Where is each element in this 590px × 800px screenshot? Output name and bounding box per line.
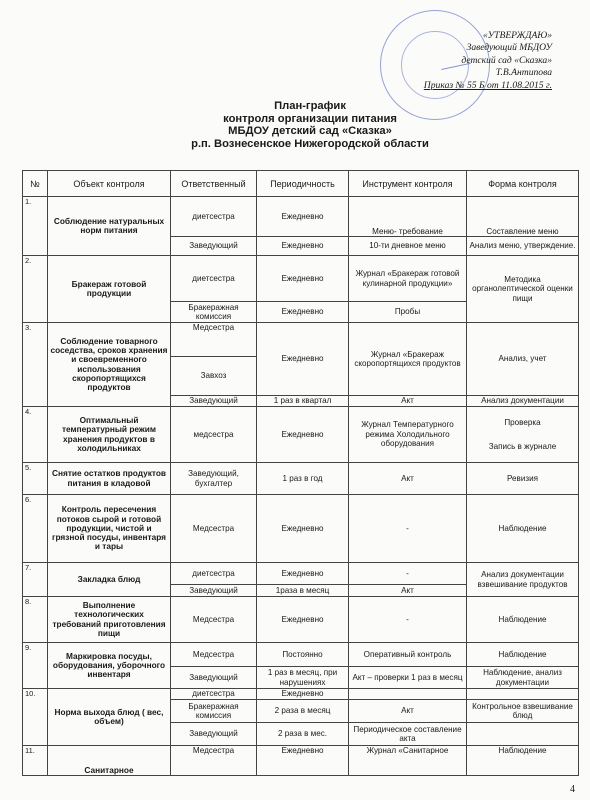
col-period: Периодичность xyxy=(257,171,349,197)
control-schedule-table xyxy=(22,170,579,776)
col-form: Форма контроля xyxy=(467,171,579,197)
table-row: 1. Соблюдение натуральных норм питания диетсестра Ежедневно Меню- требование Составление меню xyxy=(23,197,579,237)
approval-line: «УТВЕРЖДАЮ» xyxy=(482,30,552,41)
col-object: Объект контроля xyxy=(48,171,171,197)
approval-order: Приказ № 55 Б от 11.08.2015 г. xyxy=(423,79,552,91)
table-row: Заведующий 1 раз в квартал Акт Анализ документации xyxy=(23,396,579,407)
table-row: Бракеражная комиссия 2 раза в месяц Акт Контрольное взвешивание блюд xyxy=(23,700,579,723)
table-row: Заведующий 1раза в месяц Акт xyxy=(23,585,579,597)
approval-block xyxy=(302,30,552,92)
table-row: 5. Снятие остатков продуктов питания в кладовой Заведующий, бухгалтер 1 раз в год Акт Ревизия xyxy=(23,463,579,495)
table-row: Заведующий 1 раз в месяц, при нарушениях Акт – проверки 1 раз в месяц Наблюдение, анализ документации xyxy=(23,667,579,689)
table-row: Заведующий 2 раза в мес. Периодическое составление акта xyxy=(23,723,579,746)
table-row: 3. Соблюдение товарного соседства, сроков хранения и своевременного использования скоропортящихся продуктов Медсестра Ежедневно Журнал «Бракераж скоропортящихся продуктов Анализ, учет xyxy=(23,323,579,357)
table-row: Бракеражная комиссия Ежедневно Пробы xyxy=(23,302,579,323)
table-row: 10. Норма выхода блюд ( вес, объем) диетсестра Ежедневно xyxy=(23,689,579,700)
table-row: 4. Оптимальный температурный режим хранения продуктов в холодильниках медсестра Ежедневно Журнал Температурного режима Холодильного оборудования Проверка Запись в журнале xyxy=(23,407,579,463)
table-row: Заведующий Ежедневно 10-ти дневное меню Анализ меню, утверждение. xyxy=(23,237,579,256)
approval-line: Заведующий МБДОУ xyxy=(466,42,552,54)
col-responsible: Ответственный xyxy=(171,171,257,197)
col-tool: Инструмент контроля xyxy=(349,171,467,197)
table-row: 7. Закладка блюд диетсестра Ежедневно - Анализ документации взвешивание продуктов xyxy=(23,563,579,585)
approval-line: Т.В.Антипова xyxy=(495,67,552,79)
table-row: 11. Санитарное Медсестра Ежедневно Журнал «Санитарное Наблюдение xyxy=(23,746,579,776)
table-row: 2. Бракераж готовой продукции диетсестра Ежедневно Журнал «Бракераж готовой кулинарной продукции» Методика органолептической оценки пищи xyxy=(23,256,579,302)
table-row: 8. Выполнение технологических требований приготовления пищи Медсестра Ежедневно - Наблюдение xyxy=(23,597,579,643)
table-row: 6. Контроль пересечения потоков сырой и готовой продукции, чистой и грязной посуды, инвентаря и тары Медсестра Ежедневно - Наблюдение xyxy=(23,495,579,563)
table-header xyxy=(23,171,579,197)
table-row: Завхоз xyxy=(23,357,579,396)
table-row: 9. Маркировка посуды, оборудования, уборочного инвентаря Медсестра Постоянно Оперативный контроль Наблюдение xyxy=(23,643,579,667)
approval-line: детский сад «Сказка» xyxy=(461,54,552,66)
col-num: № xyxy=(23,171,48,197)
page-title: План-график контроля организации питания МБДОУ детский сад «Сказка» р.п. Вознесенское Нижегородской области xyxy=(191,100,429,150)
page-number: 4 xyxy=(570,784,575,795)
